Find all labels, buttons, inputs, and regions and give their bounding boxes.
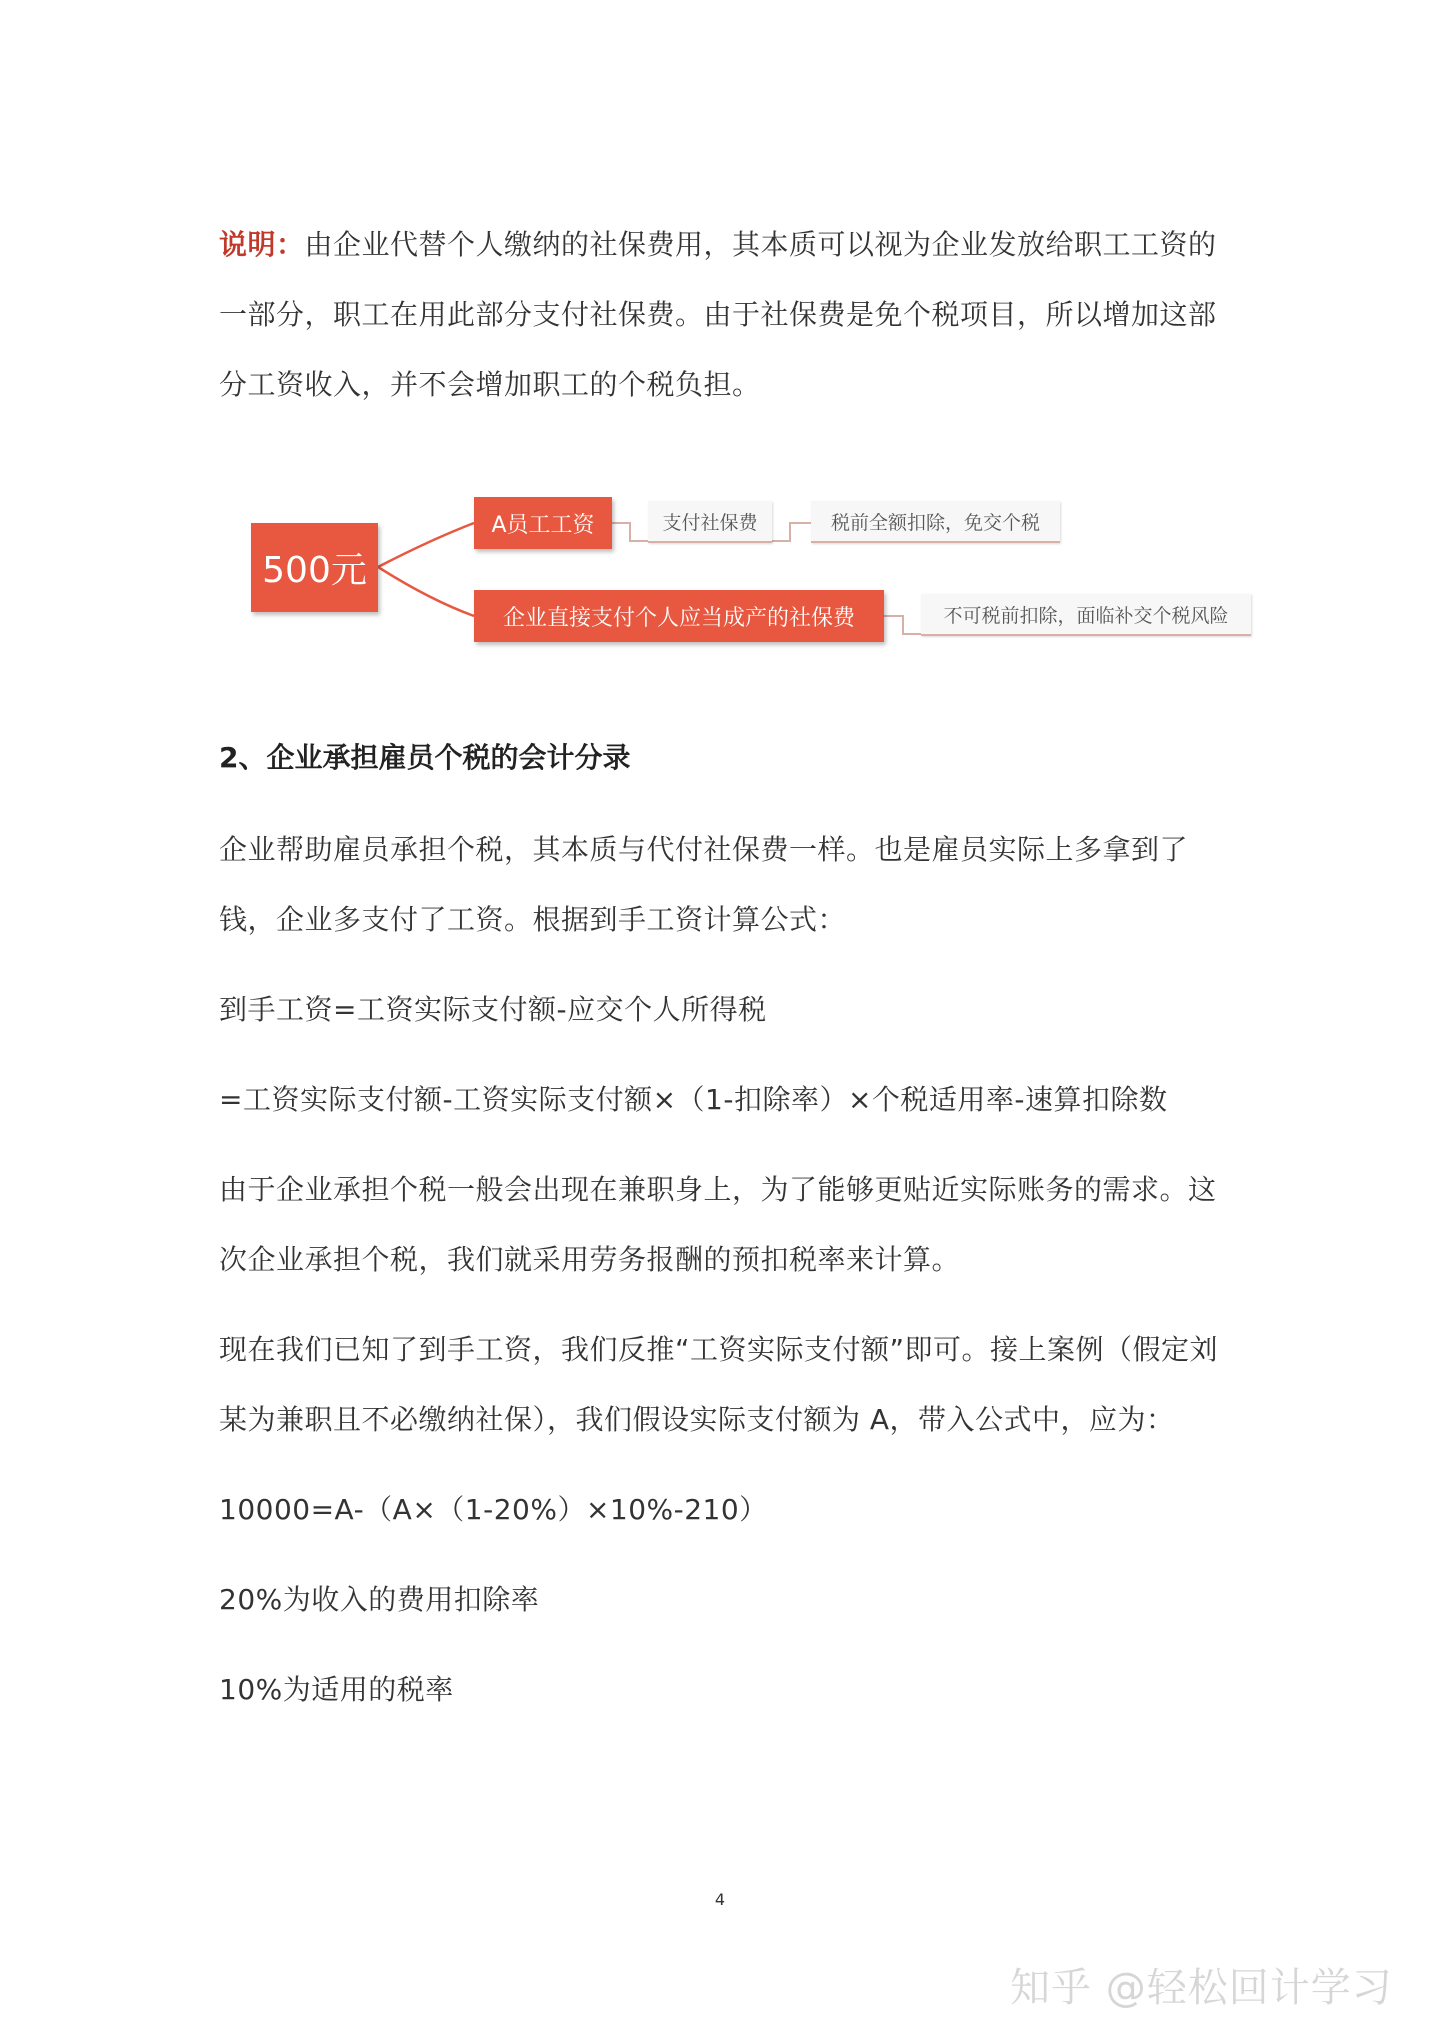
deduction-rate-line: 20%为收入的费用扣除率 [219, 1583, 540, 1616]
connector-b-leaf3 [884, 616, 921, 634]
formula-2: =工资实际支付额-工资实际支付额×（1-扣除率）×个税适用率-速算扣除数 [219, 1083, 1168, 1116]
mindmap-leaf-pretax-deduction: 税前全额扣除，免交个税 [811, 501, 1060, 543]
mindmap-branch-employee-salary: A员工工资 [474, 497, 612, 549]
note-label: 说明： [219, 228, 305, 261]
connector-leaf1-leaf2 [772, 523, 811, 541]
mindmap-branch-social-insurance: 企业直接支付个人应当成产的社保费 [474, 590, 884, 642]
paragraph-1: 企业帮助雇员承担个税，其本质与代付社保费一样。也是雇员实际上多拿到了钱，企业多支付了工资。根据到手工资计算公式： [219, 833, 1189, 936]
watermark: 知乎 @轻松回计学习 [1010, 1965, 1393, 2011]
paragraph-3: 现在我们已知了到手工资，我们反推“工资实际支付额”即可。接上案例（假定刘某为兼职且不必缴纳社保），我们假设实际支付额为 A，带入公式中，应为： [219, 1333, 1219, 1436]
formula-3: 10000=A-（A×（1-20%）×10%-210） [219, 1493, 768, 1526]
note-paragraph [219, 210, 1229, 420]
tax-rate-line: 10%为适用的税率 [219, 1673, 454, 1706]
section-heading: 2、企业承担雇员个税的会计分录 [219, 741, 631, 774]
paragraph-2: 由于企业承担个税一般会出现在兼职身上，为了能够更贴近实际账务的需求。这次企业承担个税，我们就采用劳务报酬的预扣税率来计算。 [219, 1173, 1217, 1276]
formula-1: 到手工资=工资实际支付额-应交个人所得税 [219, 993, 767, 1026]
connector-root-a [378, 523, 474, 567]
mindmap-leaf-pay-social-insurance: 支付社保费 [648, 501, 772, 543]
page-number: 4 [714, 1890, 726, 1909]
connector-a-leaf1 [612, 523, 648, 541]
note-text: 由企业代替个人缴纳的社保费用，其本质可以视为企业发放给职工工资的一部分，职工在用此部分支付社保费。由于社保费是免个税项目，所以增加这部分工资收入，并不会增加职工的个税负担。 [219, 228, 1217, 401]
mindmap-root-node: 500元 [251, 523, 378, 612]
connector-root-b [378, 567, 474, 616]
mindmap-leaf-tax-risk: 不可税前扣除，面临补交个税风险 [921, 594, 1251, 636]
